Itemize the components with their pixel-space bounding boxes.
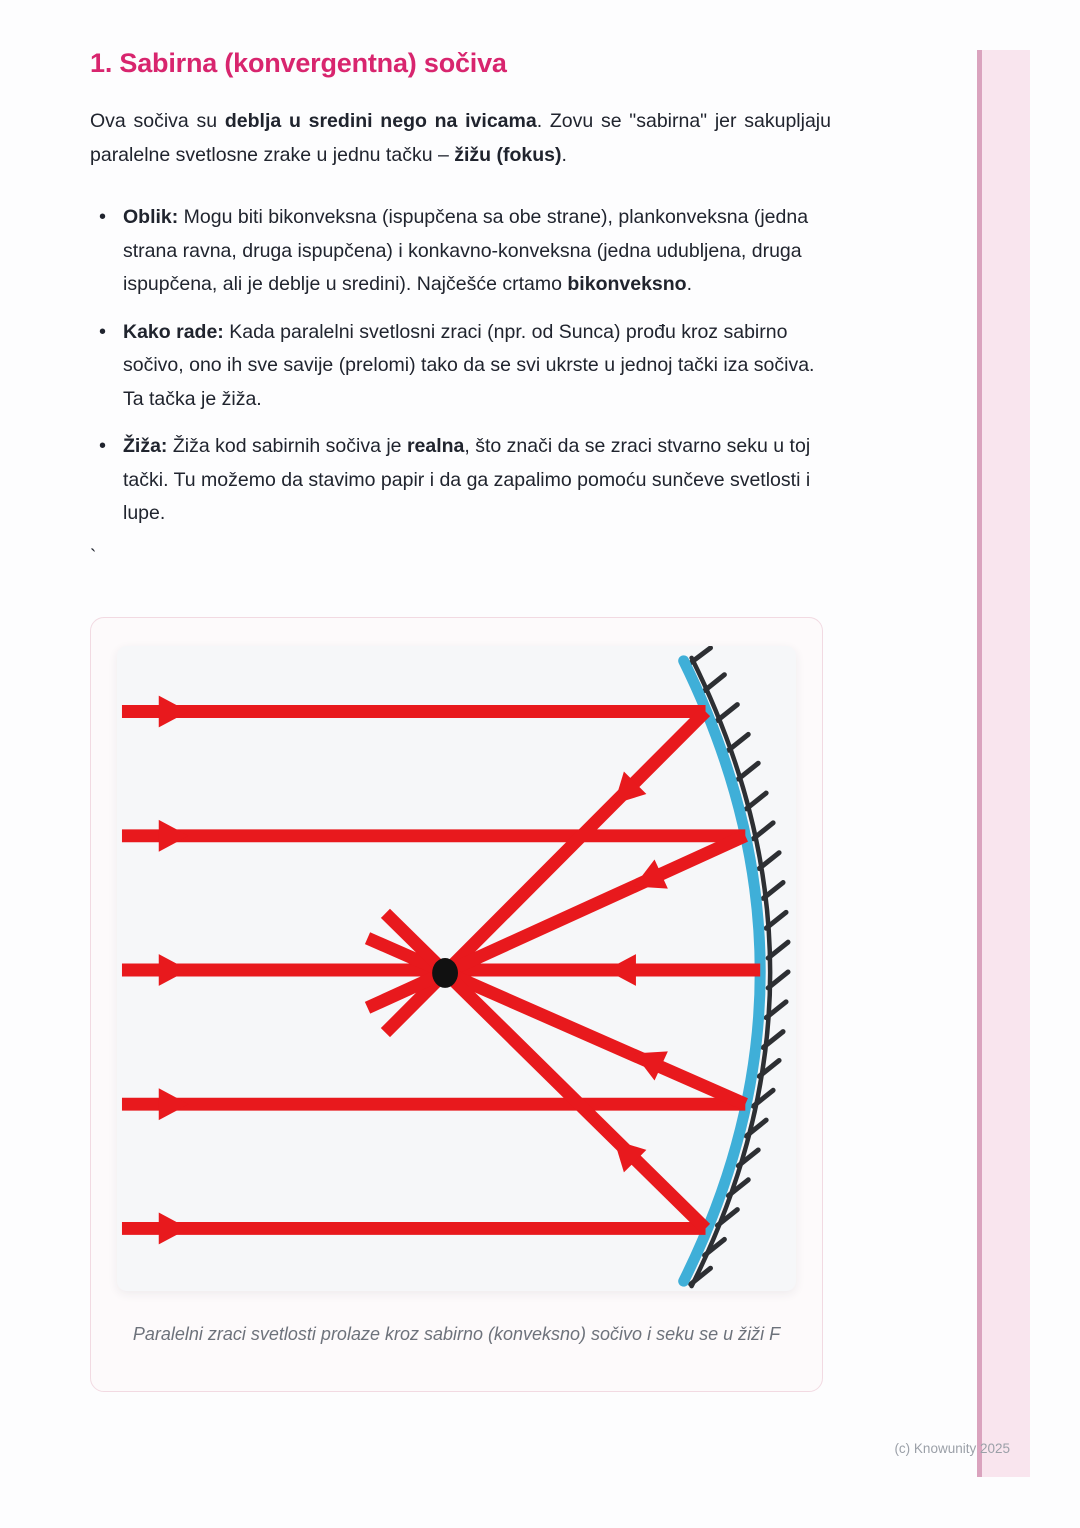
list-item-ziza: • Žiža: Žiža kod sabirnih sočiva je realna, što znači da se zraci stvarno seku u toj tački. Tu možemo da stavimo papir i da ga zapalimo pomoću sunčeve svetlosti i lupe. <box>90 430 831 531</box>
page-title: 1. Sabirna (konvergentna) sočiva <box>90 48 507 78</box>
intro-paragraph: Ova sočiva su deblja u sredini nego na ivicama. Zovu se "sabirna" jer sakupljaju paralelne svetlosne zrake u jednu tačku – žižu (fokus). <box>90 110 831 166</box>
list-item-kako-rade: • Kako rade: Kada paralelni svetlosni zraci (npr. od Sunca) prođu kroz sabirno sočivo, ono ih sve savije (prelomi) tako da se svi ukrste u jednoj tački iza sočiva. Ta tačka je žiža. <box>90 316 831 417</box>
page-edge-stripe <box>977 50 1030 1477</box>
figure-caption: Paralelni zraci svetlosti prolaze kroz sabirno (konveksno) sočivo i seku se u žiži F <box>132 1323 781 1344</box>
concave-mirror-ray-diagram <box>117 646 796 1291</box>
copyright-note: (c) Knowunity 2025 <box>894 1441 1010 1456</box>
ray-diagram <box>117 646 796 1291</box>
notes-page-content <box>90 46 831 1392</box>
bullet-list <box>90 201 831 531</box>
figure-card <box>90 617 823 1392</box>
focal-point-dot <box>432 958 458 988</box>
stray-backtick-text: ` <box>90 546 97 568</box>
list-item-oblik: • Oblik: Mogu biti bikonveksna (ispupčena sa obe strane), plankonveksna (jedna strana ravna, druga ispupčena) i konkavno-konveksna (jedna udubljena, druga ispupčena, ali je deblje u sredini). Najčešće crtamo bikonveksno. <box>90 201 831 302</box>
